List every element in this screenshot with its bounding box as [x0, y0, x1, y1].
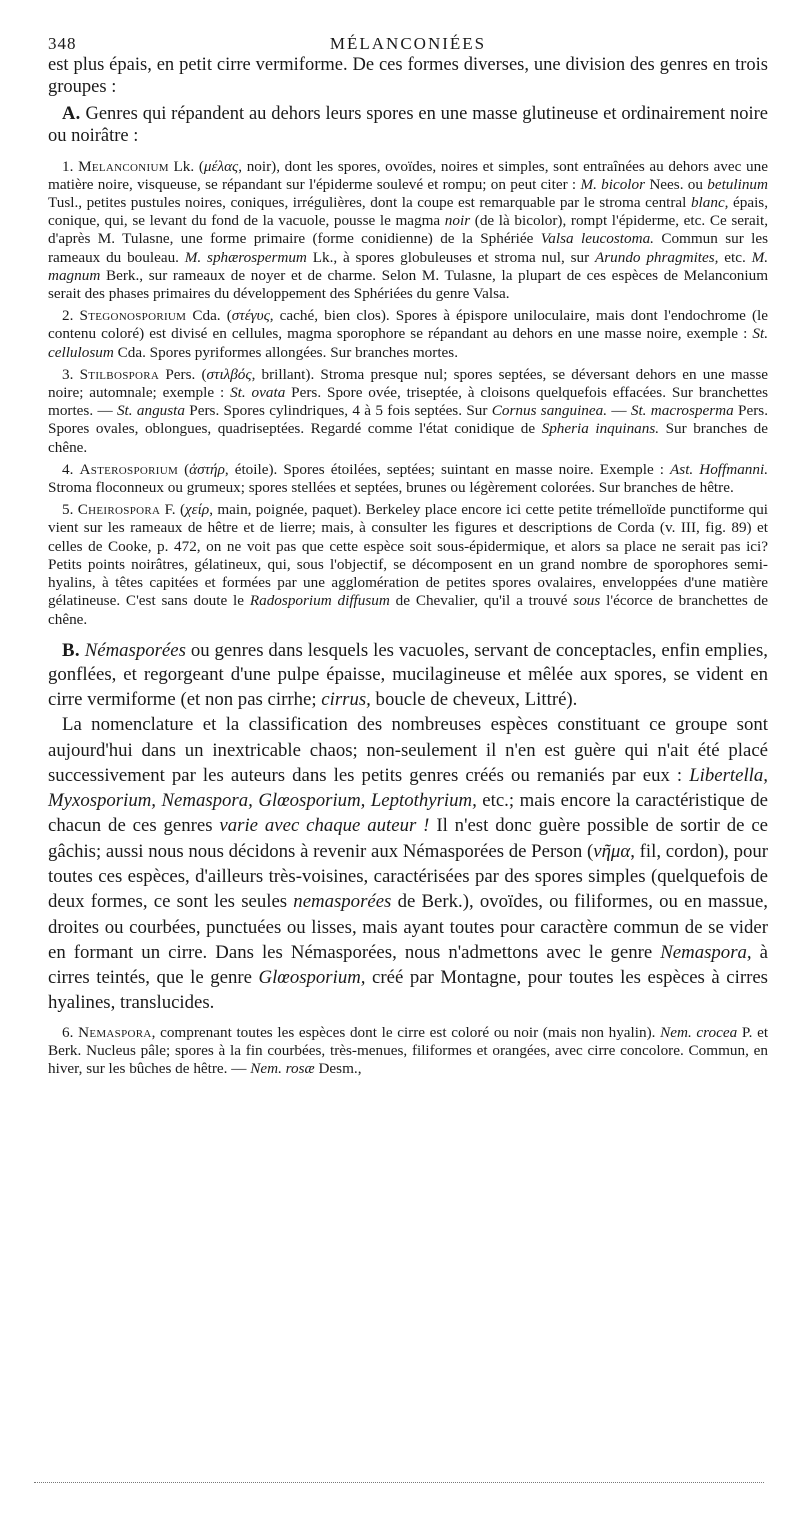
- section-b-letter: B.: [62, 639, 80, 661]
- genus-name: Cheirospora: [77, 501, 161, 519]
- text: ou genres dans lesquels les vacuoles, servant de conceptacles, enfin emplies, gonflées, et regorgeant d'une pulpe épaisse, mucilagineuse et mêlée aux spores, se vident en cirre vermiforme (et non pas cirrhe;: [48, 639, 768, 710]
- greek-etymology: στέγυς: [231, 307, 270, 325]
- section-a-text: Genres qui répandent au dehors leurs spores en une masse glutineuse et ordinairement noire ou noirâtre :: [48, 103, 768, 147]
- genus-italic: Glœosporium,: [258, 790, 366, 812]
- greek-etymology: μέλας: [203, 157, 239, 175]
- text: Berk., sur rameaux de noyer et de charme. Selon M. Tulasne, la plupart de ces espèces de Melanconium serait des phases primaires du développement des Sphériées du genre Valsa.: [48, 266, 769, 303]
- text: , comprenant toutes les espèces dont le cirre est coloré ou noir (mais non hyalin).: [151, 1023, 656, 1041]
- text: épais, conique, qui, se levant du fond de la vacuole, pousse le magma: [48, 194, 769, 230]
- text: etc.: [724, 248, 746, 266]
- text: créé par Montagne, pour toutes les espèces à cirres hyalines, translucides.: [48, 967, 768, 1014]
- greek-etymology: χείρ: [185, 501, 210, 519]
- authority: F.: [164, 501, 176, 519]
- genus-italic: Nemaspora,: [161, 790, 253, 812]
- text: Tusl., petites pustules noires, coniques, irrégulières, dont la coupe est remarquable par le stroma central: [48, 194, 687, 212]
- emphasis: varie avec chaque auteur !: [219, 815, 430, 837]
- text: Nees. ou: [649, 175, 703, 193]
- text: (de là bicolor), rompt l'épiderme, etc. Ce serait, d'après M. Tulasne, une forme primaire (forme conidienne) de la Sphériée: [48, 212, 769, 248]
- page: [48, 22, 768, 1078]
- emphasis: nemasporées: [293, 891, 392, 913]
- greek-etymology: ἀστήρ: [189, 460, 225, 478]
- emphasis: Nemaspora,: [660, 941, 752, 963]
- entry-1: 1. Melanconium Lk. (μέλας, noir), dont les spores, ovoïdes, noires et simples, sont entraînées au dehors avec une matière noire, visqueuse, se répandant sur l'épiderme soulevé et rompu; on peut citer : M. bicolor Nees. ou betulinum Tusl., petites pustules noires, coniques, irrégulières, dont la coupe est remarquable par le stroma central blanc, épais, conique, qui, se levant du fond de la vacuole, pousse le magma noir (de là bicolor), rompt l'épiderme, etc. Ce serait, d'après M. Tulasne, une forme primaire (forme conidienne) de la Sphériée Valsa leucostoma. Commun sur les rameaux du bouleau. M. sphærospermum Lk., à spores globuleuses et stroma nul, sur Arundo phragmites, etc. M. magnum Berk., sur rameaux de noyer et de charme. Selon M. Tulasne, la plupart de ces espèces de Melanconium serait des phases primaires du développement des Sphériées du genre Valsa.: [48, 157, 769, 303]
- text: de Chevalier, qu'il a trouvé: [395, 592, 568, 610]
- text: à cirres teintés, que le genre: [48, 941, 769, 989]
- genus-italic: Libertella,: [689, 764, 768, 786]
- genus-name: Nemaspora: [78, 1023, 152, 1041]
- species-name: Radosporium diffusum: [249, 592, 390, 610]
- greek-etymology: νῆμα: [593, 840, 631, 862]
- emphasis: Glœosporium,: [258, 967, 366, 989]
- text: boucle de cheveux, Littré).: [375, 688, 578, 710]
- emphasis: cirrus,: [321, 688, 371, 710]
- authority: Pers.: [165, 365, 196, 383]
- text: , caché, bien clos). Spores à épispore uniloculaire, mais dont l'endochrome (le contenu coloré) est divisé en cellules, magma sporophore se répandant au dehors en une masse noire, exemple :: [48, 307, 768, 343]
- genus-name: Asterosporium: [79, 460, 179, 478]
- running-header: [48, 22, 768, 54]
- emphasis: sous: [573, 592, 601, 610]
- species-name: Arundo phragmites,: [594, 248, 719, 266]
- genus-italic: Myxosporium,: [48, 790, 156, 812]
- entry-6: [48, 1024, 768, 1079]
- text: Stroma floconneux ou grumeux; spores stellées et septées, brunes ou légèrement colorées. Sur branches de hêtre.: [48, 479, 734, 497]
- section-a-letter: A.: [62, 103, 81, 124]
- running-title: MÉLANCONIÉES: [329, 34, 487, 53]
- text: Commun sur les rameaux du bouleau.: [48, 230, 769, 266]
- species-name: St. macrosperma: [630, 402, 734, 420]
- text: , brillant). Stroma presque nul; spores septées, se déversant dehors en une masse noire; automnale; exemple :: [48, 365, 769, 402]
- footer-dotted-rule: [34, 1482, 764, 1483]
- text: P. et Berk. Nucleus pâle; spores à la fin courbées, très-menues, filiformes et orangées, avec cirre concolore. Commun, en hiver, sur les bûches de hêtre. —: [48, 1023, 769, 1078]
- species-name: St. angusta: [116, 402, 185, 420]
- entry-number: 6.: [62, 1023, 74, 1041]
- text: de Berk.), ovoïdes, ou filiformes, ou en massue, droites ou courbées, punctuées ou lisses, mais ayant toutes pour caractère commun de se vider en formant un cirre. Dans les Némasporées, nous n'admettons avec le genre: [48, 891, 768, 963]
- species-name: M. bicolor: [580, 175, 646, 193]
- section-a: [48, 103, 768, 148]
- section-b: [48, 639, 768, 713]
- text: La nomenclature et la classification des nombreuses espèces constituant ce groupe sont aujourd'hui dans un inextricable chaos; non-seulement il n'en est guère qui n'ait été placé successivement par les auteurs dans les petits genres créés ou remaniés par eux :: [48, 714, 768, 786]
- species-name: Nem. crocea: [660, 1023, 738, 1041]
- text: , main, poignée, paquet). Berkeley place encore ici cette petite trémelloïde punctiforme qui vient sur les rameaux de hêtre et de lierre; mais, à consulter les figures et descriptions de Corda (v. III, fig. 89) et celles de Cooke, p. 472, on ne voit pas que cette espèce soit sous-épidermique, et alors sa place ne serait pas ici? Petits points noirâtres, gélatineux, qui, sous l'objectif, se décomposent en un grand nombre de sporophores semi-hyalins, à têtes capitées et formées par une agglomération de petites spores ovalaires, enveloppées d'une matière gélatineuse. C'est sans doute le: [48, 501, 769, 610]
- genus-name: Stegonosporium: [79, 307, 187, 325]
- page-number: 348: [48, 34, 77, 53]
- entry-number: 4.: [62, 460, 74, 478]
- text: Il n'est donc guère possible de sortir de ce gâchis; aussi nous nous décidons à revenir aux Némasporées de Person (: [48, 815, 768, 862]
- entry-number: 5.: [62, 501, 74, 519]
- species-name: M. sphærospermum: [184, 248, 307, 266]
- entry-3: 3. Stilbospora Pers. (στιλβός, brillant). Stroma presque nul; spores septées, se déversant dehors en une masse noire; automnale; exemple : St. ovata Pers. Spore ovée, triseptée, à cloisons quelquefois effacées. Sur branchettes mortes. — St. angusta Pers. Spores cylindriques, 4 à 5 fois septées. Sur Cornus sanguinea. — St. macrosperma Pers. Spores ovales, oblongues, quadriseptées. Regardé comme l'état conidique de Spheria inquinans. Sur branches de chêne.: [48, 365, 769, 456]
- authority: Cda.: [192, 307, 221, 325]
- text: Cda. Spores pyriformes allongées. Sur branches mortes.: [117, 343, 458, 361]
- entry-2: 2. Stegonosporium Cda. (στέγυς, caché, bien clos). Spores à épispore uniloculaire, mais dont l'endochrome (le contenu coloré) est divisé en cellules, magma sporophore se répandant au dehors en une masse noire, exemple : St. cellulosum Cda. Spores pyriformes allongées. Sur branches mortes.: [48, 307, 768, 361]
- text: Pers. Spore ovée, triseptée, à cloisons quelquefois effacées. Sur branchettes mortes. —: [48, 384, 768, 420]
- authority: Lk.: [173, 157, 195, 175]
- text: —: [611, 402, 627, 420]
- genus-italic: Leptothyrium,: [370, 790, 477, 812]
- text: Pers. Spores cylindriques, 4 à 5 fois septées. Sur: [189, 402, 488, 420]
- text: l'écorce de branchettes de chêne.: [48, 592, 768, 628]
- text: Pers. Spores ovales, oblongues, quadriseptées. Regardé comme l'état conidique de: [48, 402, 768, 438]
- text: Desm.,: [318, 1060, 362, 1078]
- intro-paragraph: [48, 54, 768, 99]
- text: etc.; mais encore la caractéristique de chacun de ces genres: [48, 790, 768, 837]
- greek-etymology: στιλβός: [206, 365, 252, 383]
- emphasis: noir: [444, 212, 471, 230]
- species-name: St. ovata: [230, 384, 286, 402]
- text: , noir), dont les spores, ovoïdes, noires et simples, sont entraînées au dehors avec une matière noire, visqueuse, se répandant sur l'épiderme soulevé et rompu; on peut citer :: [48, 157, 768, 193]
- section-b-title: Némasporées: [84, 639, 186, 661]
- entry-5: 5. Cheirospora F. (χείρ, main, poignée, paquet). Berkeley place encore ici cette petite trémelloïde punctiforme qui vient sur les rameaux de hêtre et de lierre; mais, à consulter les figures et descriptions de Corda (v. III, fig. 89) et celles de Cooke, p. 472, on ne voit pas que cette espèce soit sous-épidermique, et alors sa place ne serait pas ici? Petits points noirâtres, gélatineux, qui, sous l'objectif, se décomposent en un grand nombre de sporophores semi-hyalins, à têtes capitées et formées par une agglomération de petites spores ovalaires, enveloppées d'une matière gélatineuse. C'est sans doute le Radosporium diffusum de Chevalier, qu'il a trouvé sous l'écorce de branchettes de chêne.: [48, 501, 769, 628]
- intro-text: est plus épais, en petit cirre vermiforme. De ces formes diverses, une division des genres en trois groupes :: [48, 55, 768, 98]
- text: , fil, cordon), pour toutes ces espèces, d'ailleurs très-voisines, caractérisées par des spores simples (quelquefois de deux formes, ce sont les seules: [48, 840, 768, 913]
- genus-name: Melanconium: [78, 157, 169, 175]
- genus-name: Stilbospora: [79, 365, 160, 383]
- species-name: Nem. rosæ: [250, 1060, 315, 1078]
- species-name: Valsa leucostoma.: [540, 230, 654, 248]
- entry-4: 4. Asterosporium (ἀστήρ, étoile). Spores étoilées, septées; suintant en masse noire. Exemple : Ast. Hoffmanni. Stroma floconneux ou grumeux; spores stellées et septées, brunes ou légèrement colorées. Sur branches de hêtre.: [48, 460, 769, 497]
- species-name: St. cellulosum: [48, 325, 768, 361]
- text: Lk., à spores globuleuses et stroma nul, sur: [312, 248, 590, 266]
- species-name: Cornus sanguinea.: [491, 402, 608, 420]
- entry-number: 3.: [62, 365, 74, 383]
- text: , étoile). Spores étoilées, septées; suintant en masse noire. Exemple :: [224, 460, 664, 478]
- species-name: Ast. Hoffmanni.: [670, 460, 769, 478]
- entry-number: 2.: [62, 307, 74, 325]
- entry-number: 1.: [62, 157, 74, 175]
- text: Sur branches de chêne.: [48, 420, 769, 456]
- body-paragraph: [48, 712, 768, 1016]
- species-name: betulinum: [707, 175, 768, 193]
- species-name: M. magnum: [48, 248, 769, 284]
- emphasis: blanc,: [690, 194, 729, 212]
- species-name: Spheria inquinans.: [541, 420, 660, 438]
